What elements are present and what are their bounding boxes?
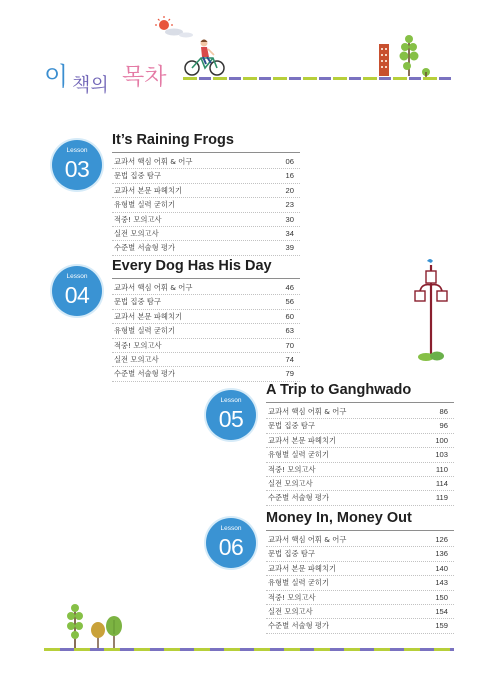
toc-item-page: 159 <box>435 621 448 631</box>
toc-item-label: 문법 집중 탐구 <box>268 549 315 559</box>
toc-row[interactable] <box>112 241 300 255</box>
lesson-contents-list <box>266 533 454 634</box>
lesson-title: Money In, Money Out <box>266 510 412 526</box>
toc-item-label: 문법 집중 탐구 <box>114 297 161 307</box>
toc-item-label: 유형별 실력 굳히기 <box>114 326 176 336</box>
toc-item-page: 86 <box>439 407 448 416</box>
header-decoration <box>0 0 500 110</box>
lesson-badge-number: 06 <box>218 534 244 560</box>
toc-row[interactable] <box>112 353 300 367</box>
toc-item-label: 유형별 실력 굳히기 <box>114 200 176 210</box>
toc-item-page: 100 <box>435 435 448 445</box>
toc-row[interactable] <box>112 227 300 241</box>
toc-item-page: 96 <box>439 421 448 431</box>
title-char-ee: 이 <box>44 62 69 91</box>
page-title <box>44 58 184 100</box>
title-char-chaek: 책의 <box>72 74 109 96</box>
toc-item-page: 140 <box>435 563 448 573</box>
toc-item-page: 79 <box>285 369 294 379</box>
toc-row[interactable] <box>112 155 300 169</box>
lesson-badge <box>52 266 102 316</box>
toc-item-label: 교과서 핵심 어휘 & 어구 <box>268 535 347 544</box>
toc-item-label: 문법 집중 탐구 <box>268 421 315 431</box>
lesson-title: It’s Raining Frogs <box>112 132 234 148</box>
lesson-badge-label: Lesson <box>220 525 242 532</box>
lesson-badge <box>52 140 102 190</box>
toc-item-label: 유형별 실력 굳히기 <box>268 578 330 588</box>
toc-item-page: 06 <box>285 157 294 166</box>
header-ground-strip <box>183 77 453 80</box>
toc-item-label: 수준별 서술형 평가 <box>268 621 330 631</box>
toc-item-page: 23 <box>285 200 294 210</box>
toc-row[interactable] <box>112 184 300 198</box>
toc-item-label: 유형별 실력 굳히기 <box>268 450 330 460</box>
footer-trees-illustration <box>62 600 128 650</box>
toc-item-label: 교과서 핵심 어휘 & 어구 <box>114 157 193 166</box>
toc-item-label: 수준별 서술형 평가 <box>268 493 330 503</box>
toc-item-page: 60 <box>285 311 294 321</box>
toc-row[interactable] <box>266 533 454 547</box>
title-char-mokcha: 목차 <box>122 64 167 90</box>
toc-item-page: 126 <box>435 535 448 544</box>
toc-item-page: 150 <box>435 592 448 602</box>
toc-item-label: 적중! 모의고사 <box>268 464 316 474</box>
toc-row[interactable] <box>112 213 300 227</box>
toc-item-page: 39 <box>285 243 294 253</box>
toc-item-page: 154 <box>435 606 448 616</box>
toc-row[interactable] <box>112 198 300 212</box>
toc-item-label: 적중! 모의고사 <box>114 340 162 350</box>
lesson-section-04 <box>52 256 302 379</box>
toc-item-page: 70 <box>285 340 294 350</box>
toc-row[interactable] <box>266 591 454 605</box>
sun-icon <box>150 16 194 38</box>
toc-item-page: 114 <box>435 478 448 488</box>
toc-item-page: 16 <box>285 171 294 181</box>
lesson-badge <box>206 390 256 440</box>
toc-row[interactable] <box>266 419 454 433</box>
toc-item-label: 교과서 핵심 어휘 & 어구 <box>268 407 347 416</box>
toc-row[interactable] <box>112 169 300 183</box>
toc-item-page: 56 <box>285 297 294 307</box>
toc-item-page: 110 <box>435 464 448 474</box>
toc-item-page: 30 <box>285 214 294 224</box>
toc-row[interactable] <box>266 576 454 590</box>
toc-row[interactable] <box>266 405 454 419</box>
lesson-contents-list <box>112 281 300 382</box>
lesson-title-rule <box>112 152 300 153</box>
toc-item-page: 46 <box>285 283 294 292</box>
toc-row[interactable] <box>266 477 454 491</box>
lesson-title: A Trip to Ganghwado <box>266 382 412 398</box>
lesson-section-05 <box>206 380 456 503</box>
toc-item-page: 34 <box>285 228 294 238</box>
lesson-badge-label: Lesson <box>220 397 242 404</box>
toc-row[interactable] <box>266 562 454 576</box>
lesson-title: Every Dog Has His Day <box>112 258 272 274</box>
tree-building-illustration <box>374 32 454 80</box>
lesson-section-03 <box>52 130 302 253</box>
toc-item-page: 74 <box>285 354 294 364</box>
toc-item-page: 119 <box>435 493 448 503</box>
footer-ground-strip <box>44 648 454 651</box>
toc-row[interactable] <box>266 434 454 448</box>
lesson-badge-label: Lesson <box>66 273 88 280</box>
lesson-contents-list <box>112 155 300 256</box>
toc-item-label: 수준별 서술형 평가 <box>114 369 176 379</box>
lesson-badge-number: 03 <box>64 156 90 182</box>
lesson-title-rule <box>266 402 454 403</box>
toc-item-label: 교과서 본문 파헤치기 <box>268 563 337 573</box>
toc-item-page: 63 <box>285 326 294 336</box>
toc-item-label: 실전 모의고사 <box>114 354 159 364</box>
toc-row[interactable] <box>112 310 300 324</box>
lesson-badge <box>206 518 256 568</box>
lesson-contents-list <box>266 405 454 506</box>
toc-row[interactable] <box>266 547 454 561</box>
toc-row[interactable] <box>112 339 300 353</box>
cyclist-illustration <box>183 38 227 78</box>
toc-item-label: 교과서 본문 파헤치기 <box>114 311 183 321</box>
toc-row[interactable] <box>266 463 454 477</box>
toc-item-label: 실전 모의고사 <box>268 478 313 488</box>
toc-row[interactable] <box>266 491 454 505</box>
toc-row[interactable] <box>266 448 454 462</box>
toc-item-page: 103 <box>435 450 448 460</box>
lesson-section-06 <box>206 508 456 631</box>
lesson-badge-label: Lesson <box>66 147 88 154</box>
toc-item-label: 교과서 핵심 어휘 & 어구 <box>114 283 193 292</box>
toc-item-label: 적중! 모의고사 <box>114 214 162 224</box>
toc-item-label: 교과서 본문 파헤치기 <box>268 435 337 445</box>
toc-item-label: 적중! 모의고사 <box>268 592 316 602</box>
toc-row[interactable] <box>266 619 454 633</box>
toc-item-page: 136 <box>435 549 448 559</box>
toc-item-page: 143 <box>435 578 448 588</box>
lesson-badge-number: 05 <box>218 406 244 432</box>
lesson-title-rule <box>266 530 454 531</box>
toc-row[interactable] <box>112 281 300 295</box>
toc-item-page: 20 <box>285 185 294 195</box>
street-lamp-illustration <box>410 255 454 363</box>
lesson-badge-number: 04 <box>64 282 90 308</box>
lesson-title-rule <box>112 278 300 279</box>
toc-item-label: 교과서 본문 파헤치기 <box>114 185 183 195</box>
toc-item-label: 수준별 서술형 평가 <box>114 243 176 253</box>
toc-row[interactable] <box>112 324 300 338</box>
toc-item-label: 문법 집중 탐구 <box>114 171 161 181</box>
toc-row[interactable] <box>112 295 300 309</box>
toc-row[interactable] <box>266 605 454 619</box>
toc-item-label: 실전 모의고사 <box>268 606 313 616</box>
toc-item-label: 실전 모의고사 <box>114 228 159 238</box>
